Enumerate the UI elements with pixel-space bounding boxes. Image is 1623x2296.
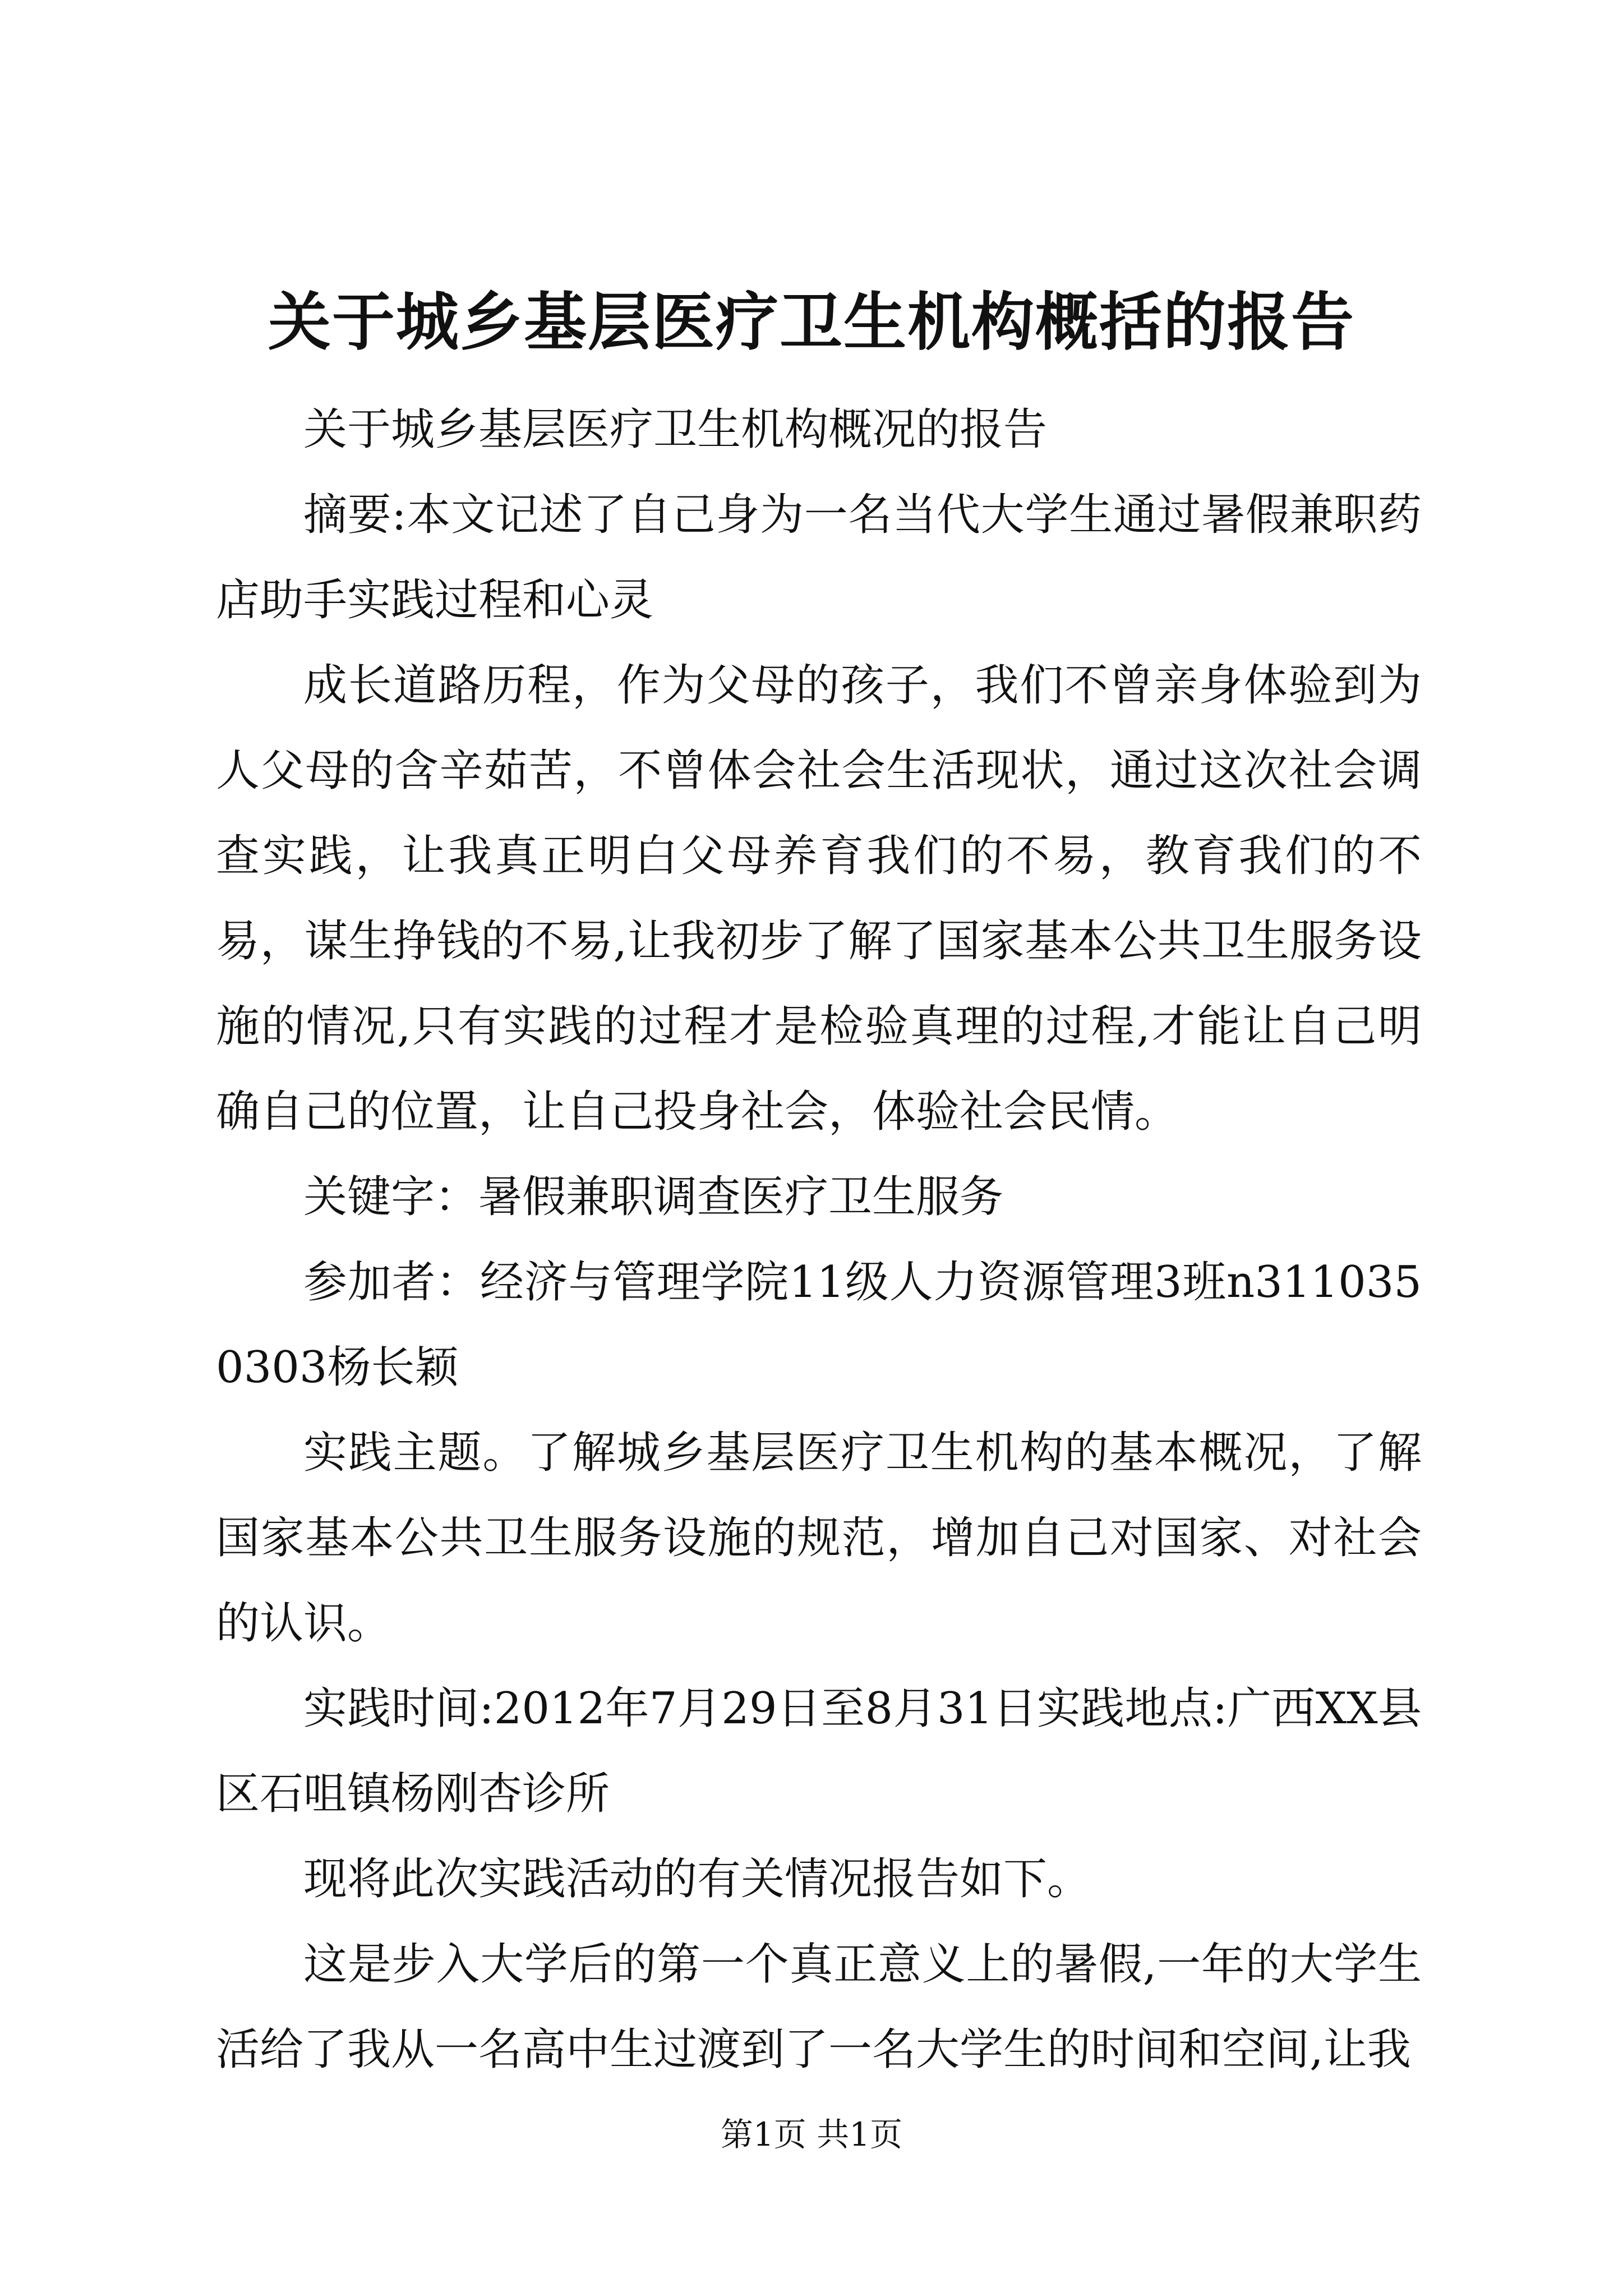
page-footer: 第1页 共1页 (720, 2115, 903, 2154)
paragraph-keywords: 关键字：暑假兼职调查医疗卫生服务 (303, 1172, 1004, 1222)
paragraph-summer: 这是步入大学后的第一个真正意义上的暑假,一年的大学生活给了我从一名高中生过渡到了一名大学生的时间和空间,让我 (216, 1939, 1422, 2075)
paragraph-report-intro: 现将此次实践活动的有关情况报告如下。 (303, 1854, 1091, 1904)
paragraph-growth: 成长道路历程，作为父母的孩子，我们不曾亲身体验到为人父母的含辛茹苦，不曾体会社会生活现状，通过这次社会调查实践，让我真正明白父母养育我们的不易，教育我们的不易，谋生挣钱的不易,让我初步了解了国家基本公共卫生服务设施的情况,只有实践的过程才是检验真理的过程,才能让自己明确自己的位置，让自己投身社会，体验社会民情。 (216, 660, 1422, 1137)
document-body (216, 387, 1422, 2092)
paragraph-time-place: 实践时间:2012年7月29日至8月31日实践地点:广西XX县区石咀镇杨刚杏诊所 (216, 1683, 1422, 1819)
paragraph-abstract: 摘要:本文记述了自己身为一名当代大学生通过暑假兼职药店助手实践过程和心灵 (216, 490, 1422, 625)
paragraph-theme: 实践主题。了解城乡基层医疗卫生机构的基本概况，了解国家基本公共卫生服务设施的规范，增加自己对国家、对社会的认识。 (216, 1428, 1422, 1649)
document-title: 关于城乡基层医疗卫生机构概括的报告 (268, 286, 1355, 359)
paragraph-participants: 参加者：经济与管理学院11级人力资源管理3班n3110350303杨长颖 (216, 1257, 1422, 1393)
paragraph-subtitle: 关于城乡基层医疗卫生机构概况的报告 (303, 404, 1048, 455)
